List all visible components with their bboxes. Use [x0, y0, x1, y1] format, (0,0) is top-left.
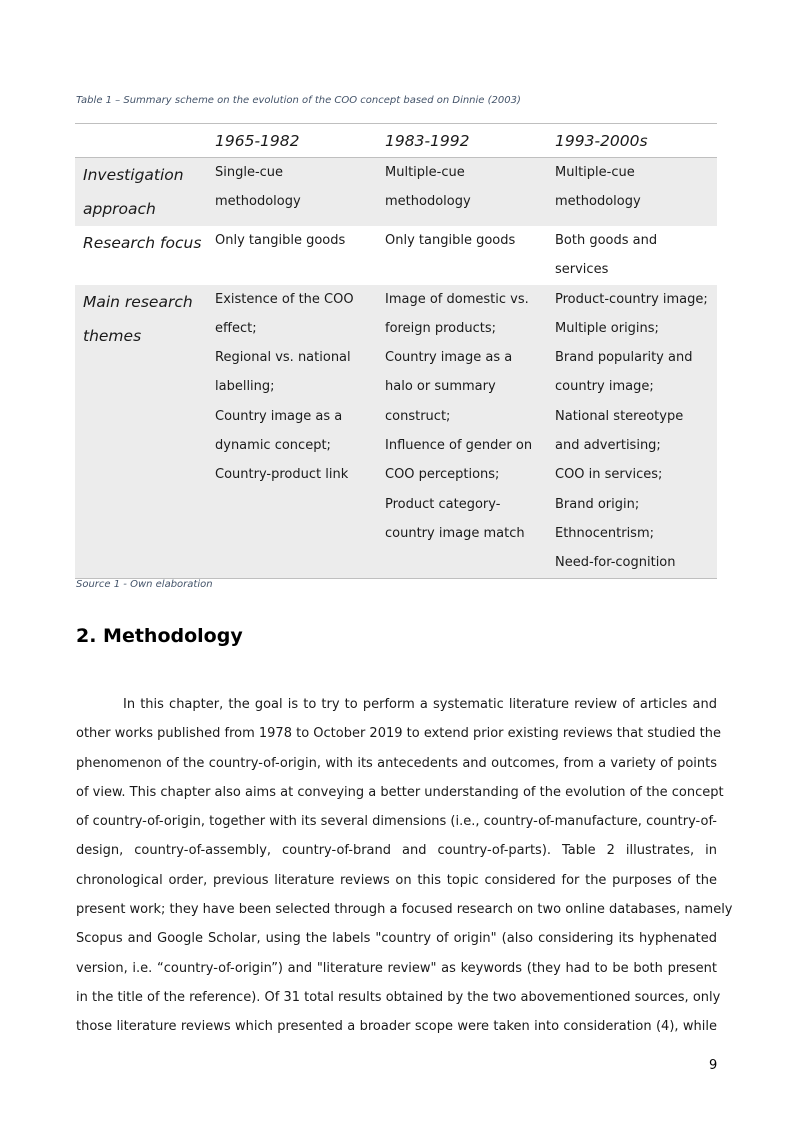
- row-label: [75, 158, 207, 227]
- page-number: 9: [709, 1058, 718, 1073]
- body-paragraph: [76, 690, 733, 1042]
- table-cell: [207, 158, 377, 227]
- paragraph-line: Scopus and Google Scholar, using the labels "country of origin" (also considering its hyphenated: [76, 931, 717, 947]
- cell-line: Product category-: [385, 496, 501, 512]
- table-row-investigation-approach: [75, 158, 717, 227]
- cell-line: methodology: [555, 194, 641, 210]
- cell-line: Single-cue: [215, 165, 284, 180]
- cell-line: COO perceptions;: [385, 467, 500, 483]
- cell-line: Both goods and: [555, 233, 658, 248]
- paragraph-line: those literature reviews which presented a broader scope were taken into consideration (4), while: [76, 1019, 717, 1035]
- table-row-research-focus: [75, 226, 717, 285]
- row-label-line: Research focus: [83, 234, 202, 252]
- table-cell: [547, 226, 717, 285]
- paragraph-line: phenomenon of the country-of-origin, with its antecedents and outcomes, from a variety of points: [76, 755, 717, 771]
- coo-evolution-table: [75, 123, 717, 579]
- cell-line: and advertising;: [555, 438, 661, 454]
- cell-line: effect;: [215, 320, 257, 336]
- paragraph-line: version, i.e. “country-of-origin”) and "literature review" as keywords (they had to be both present: [76, 960, 717, 976]
- cell-line: country image match: [385, 525, 525, 541]
- cell-line: Existence of the COO: [215, 291, 354, 307]
- cell-line: COO in services;: [555, 467, 663, 483]
- paragraph-line: In this chapter, the goal is to try to perform a systematic literature review of articles and: [123, 697, 717, 712]
- paragraph-line: in the title of the reference). Of 31 total results obtained by the two abovementioned sources, only: [76, 989, 721, 1005]
- row-label: [75, 285, 207, 578]
- table-row-main-research-themes: [75, 285, 717, 578]
- paragraph-line: present work; they have been selected through a focused research on two online databases, namely: [76, 902, 733, 918]
- table-cell: [377, 226, 547, 285]
- cell-line: Country image as a: [385, 350, 513, 366]
- cell-line: methodology: [215, 194, 301, 210]
- row-label-line: Investigation: [83, 166, 184, 184]
- cell-line: Country image as a: [215, 408, 343, 424]
- cell-line: Brand origin;: [555, 496, 640, 512]
- table-cell: [377, 158, 547, 227]
- row-label-line: themes: [83, 326, 142, 345]
- table-cell: [377, 285, 547, 578]
- cell-line: Country-product link: [215, 467, 349, 483]
- paragraph-line: chronological order, previous literature reviews on this topic considered for the purposes of the: [76, 872, 717, 888]
- cell-line: Image of domestic vs.: [385, 291, 529, 307]
- header-1965-1982: 1965-1982: [207, 124, 377, 158]
- cell-line: services: [555, 262, 609, 278]
- table-cell: [207, 285, 377, 578]
- cell-line: halo or summary: [385, 379, 496, 395]
- cell-line: Influence of gender on: [385, 438, 533, 454]
- cell-line: Multiple origins;: [555, 320, 659, 336]
- row-label: [75, 226, 207, 285]
- cell-line: Ethnocentrism;: [555, 525, 654, 541]
- cell-line: labelling;: [215, 379, 275, 395]
- paragraph-line: of view. This chapter also aims at conveying a better understanding of the evolution of the concept: [76, 784, 724, 800]
- header-1983-1992: 1983-1992: [377, 124, 547, 158]
- cell-line: construct;: [385, 408, 451, 424]
- paragraph-line: design, country-of-assembly, country-of-brand and country-of-parts). Table 2 illustrates, in: [76, 843, 717, 859]
- table-caption: Table 1 – Summary scheme on the evolution of the COO concept based on Dinnie (2003): [76, 95, 521, 106]
- cell-line: National stereotype: [555, 408, 684, 424]
- cell-line: Multiple-cue: [555, 165, 635, 180]
- cell-line: dynamic concept;: [215, 438, 331, 454]
- table-cell: [547, 158, 717, 227]
- paragraph-line: other works published from 1978 to October 2019 to extend prior existing reviews that studied the: [76, 726, 721, 742]
- section-heading: 2. Methodology: [76, 625, 243, 647]
- cell-line: Regional vs. national: [215, 350, 351, 366]
- cell-line: Only tangible goods: [385, 233, 516, 248]
- cell-line: Product-country image;: [555, 291, 708, 307]
- table-cell: [207, 226, 377, 285]
- cell-line: Multiple-cue: [385, 165, 465, 180]
- cell-line: country image;: [555, 379, 654, 395]
- row-label-line: approach: [83, 200, 156, 218]
- paragraph-line: of country-of-origin, together with its several dimensions (i.e., country-of-manufacture, country-of-: [76, 814, 717, 830]
- row-label-line: Main research: [83, 292, 193, 311]
- table-source-note: Source 1 - Own elaboration: [76, 579, 213, 590]
- cell-line: Need-for-cognition: [555, 555, 676, 571]
- header-1993-2000s: 1993-2000s: [547, 124, 717, 158]
- cell-line: Only tangible goods: [215, 233, 346, 248]
- cell-line: methodology: [385, 194, 471, 210]
- header-empty: [75, 124, 207, 158]
- table-cell: [547, 285, 717, 578]
- table-header-row: [75, 124, 717, 158]
- cell-line: Brand popularity and: [555, 350, 693, 366]
- cell-line: foreign products;: [385, 320, 496, 336]
